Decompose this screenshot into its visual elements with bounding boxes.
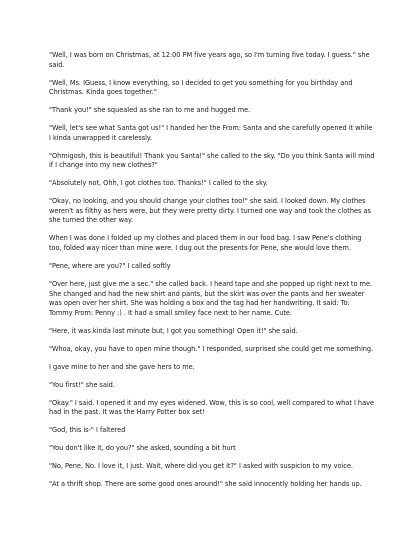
paragraph: "Okay." I said. I opened it and my eyes widened. Wow, this is so cool, well compared to what I have had in the past. It was the Harry Potter box set! bbox=[49, 398, 374, 417]
paragraph: "Thank you!" she squealed as she ran to me and hugged me. bbox=[49, 106, 251, 115]
paragraph: "Here, it was kinda last minute but, I got you something! Open it!" she said. bbox=[49, 326, 298, 335]
paragraph: "Whoa, okay, you have to open mine though." I responded, surprised she could get me something. bbox=[49, 344, 374, 353]
paragraph: "Well, let's see what Santa got us!" I handed her the From: Santa and she carefully opened it while I kinda unwrapped it carelessly. bbox=[49, 124, 373, 142]
paragraph: I gave mine to her and she gave hers to me. bbox=[49, 362, 195, 371]
paragraph: "Well, Ms. IGuess, I know everything, so I decided to get you something for you birthday and Christmas. Kinda goes together." bbox=[49, 78, 353, 97]
paragraph: "God, this is-" I faltered bbox=[49, 426, 126, 435]
paragraph: "Okay, no looking, and you should change your clothes too!" she said. I looked down. My clothes weren't as filthy as hers were, but they were pretty dirty. I turned one way and took the clothes as she turned the other way. bbox=[49, 197, 371, 225]
paragraph: "Well, I was born on Christmas, at 12:00 PM five years ago, so I'm turning five today. I guess." she said. bbox=[49, 51, 370, 69]
paragraph: "Ohmigosh, this is beautiful! Thank you Santa!" she called to the sky. "Do you think Santa will mind if I change into my new clothes?" bbox=[49, 151, 375, 170]
paragraph: "Absolutely not, Ohh, I got clothes too. Thanks!" I called to the sky. bbox=[49, 179, 268, 188]
document-page bbox=[49, 51, 375, 498]
paragraph: "Pene, where are you?" I called softly bbox=[49, 262, 171, 271]
paragraph: "At a thrift shop. There are some good ones around!" she said innocently holding her hands up. bbox=[49, 480, 362, 489]
paragraph: "No, Pene, No. I love it, I just. Wait, where did you get it?" I asked with suspicion to my voice. bbox=[49, 462, 353, 471]
paragraph: When I was done I folded up my clothes and placed them in our food bag. I saw Pene's clothing too, folded way nicer than mine were. I dug out the presents for Pene, she would love them. bbox=[49, 234, 362, 253]
paragraph: "Over here, just give me a sec." she called back. I heard tape and she popped up right next to me. She changed and had the new shirt and pants, but the skirt was over the pants and her sweater was open over her shirt. She was holding a box and the tag had her handwriting. It said: To: Tommy From: Penny :) . It had a small smiley face next to her name. Cute. bbox=[49, 280, 373, 317]
paragraph: "You don't like it, do you?" she asked, sounding a bit hurt bbox=[49, 444, 236, 453]
paragraph: "You first!" she said. bbox=[49, 380, 115, 389]
